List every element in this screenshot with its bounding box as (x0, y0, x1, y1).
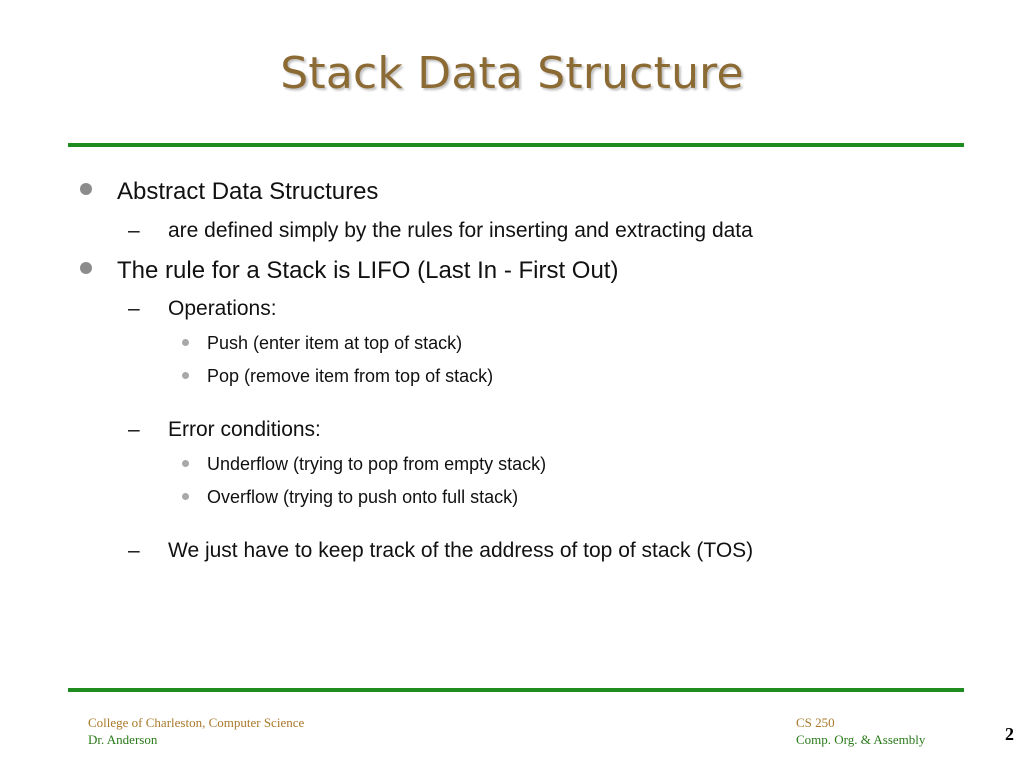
bullet-dot-icon (182, 339, 189, 346)
bullet-text: Pop (remove item from top of stack) (207, 366, 494, 386)
dash-marker: – (128, 219, 140, 242)
bullet-dot-icon (80, 262, 92, 274)
slide-title: Stack Data Structure (280, 48, 744, 99)
bullet-level3 (182, 366, 493, 387)
footer-right (796, 714, 925, 748)
bullet-text: Error conditions: (168, 418, 321, 441)
footer-divider (68, 688, 964, 692)
bullet-text: Operations: (168, 297, 277, 320)
bullet-dot-icon (182, 372, 189, 379)
bullet-level3 (182, 333, 462, 354)
dash-marker: – (128, 418, 140, 441)
footer-institution: College of Charleston, Computer Science (88, 715, 305, 730)
bullet-level3 (182, 487, 518, 508)
bullet-text: The rule for a Stack is LIFO (Last In - First Out) (117, 257, 619, 284)
page-number: 2 (1005, 724, 1014, 744)
bullet-level2 (128, 219, 753, 243)
bullet-text: Overflow (trying to push onto full stack) (207, 487, 519, 507)
footer-course-code: CS 250 (796, 715, 835, 730)
dash-marker: – (128, 297, 140, 320)
bullet-level2 (128, 418, 321, 442)
bullet-text: Push (enter item at top of stack) (207, 333, 463, 353)
bullet-text: We just have to keep track of the address of top of stack (TOS) (168, 539, 754, 562)
bullet-level1 (80, 257, 618, 285)
bullet-level2 (128, 539, 753, 563)
bullet-level1 (80, 178, 378, 206)
bullet-dot-icon (182, 493, 189, 500)
bullet-dot-icon (80, 183, 92, 195)
footer-left (88, 714, 304, 748)
bullet-dot-icon (182, 460, 189, 467)
bullet-level2 (128, 297, 277, 321)
bullet-level3 (182, 454, 546, 475)
bullet-text: are defined simply by the rules for inserting and extracting data (168, 219, 753, 242)
footer-course-name: Comp. Org. & Assembly (796, 732, 926, 747)
bullet-text: Abstract Data Structures (117, 178, 379, 205)
footer-instructor: Dr. Anderson (88, 732, 158, 747)
bullet-text: Underflow (trying to pop from empty stack) (207, 454, 547, 474)
dash-marker: – (128, 539, 140, 562)
